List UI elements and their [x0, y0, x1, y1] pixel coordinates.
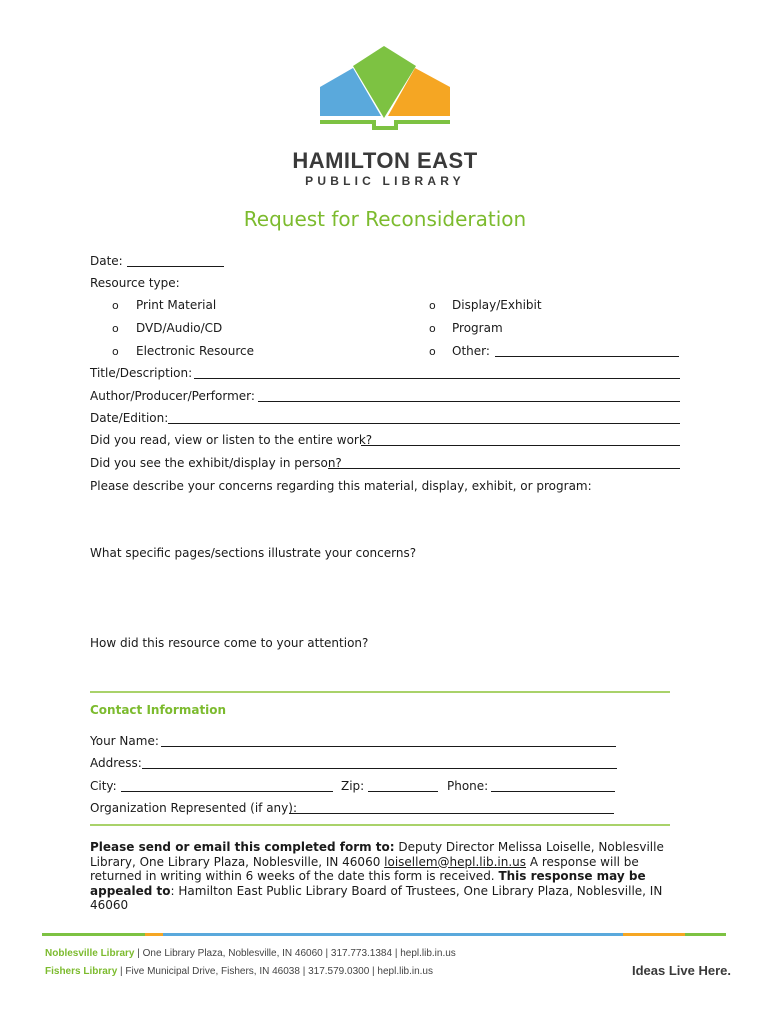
library-logo [318, 44, 452, 136]
organization-field[interactable] [289, 812, 614, 814]
name-field[interactable] [161, 745, 616, 747]
option-program[interactable] [429, 321, 436, 335]
edition-field[interactable] [168, 422, 680, 424]
option-label: Print Material [136, 298, 217, 312]
send-lead: Please send or email this completed form to: [90, 840, 395, 854]
send-text: Deputy Director Melissa Loiselle, Noblesville Library, One Library Plaza, Noblesville, IN 46060 [90, 840, 664, 869]
phone-label: Phone: [447, 779, 489, 793]
address-field[interactable] [142, 767, 617, 769]
option-other[interactable] [429, 344, 436, 358]
other-field[interactable] [495, 355, 679, 357]
option-label: Program [452, 321, 503, 335]
checkbox-bullet: o [429, 345, 436, 358]
entire-work-field[interactable] [361, 444, 680, 446]
option-label: Other: [452, 344, 490, 358]
footer-details: | One Library Plaza, Noblesville, IN 46060 | 317.773.1384 | hepl.lib.in.us [134, 948, 456, 959]
city-field[interactable] [121, 790, 333, 792]
attention-question: How did this resource come to your attention? [90, 636, 369, 650]
date-field[interactable] [127, 265, 224, 267]
author-label: Author/Producer/Performer: [90, 389, 255, 403]
tagline: Ideas Live Here. [632, 963, 731, 978]
title-field[interactable] [194, 377, 680, 379]
author-field[interactable] [258, 400, 680, 402]
library-subname: PUBLIC LIBRARY [305, 174, 465, 188]
city-label: City: [90, 779, 117, 793]
edition-label: Date/Edition: [90, 411, 169, 425]
organization-label: Organization Represented (if any): [90, 801, 297, 815]
title-label: Title/Description: [90, 366, 193, 380]
checkbox-bullet: o [429, 299, 436, 312]
appeal-lead: This response may be appealed to [90, 869, 646, 898]
option-display[interactable] [429, 298, 436, 312]
footer-branch-name: Fishers Library [45, 966, 118, 977]
send-text: : Hamilton East Public Library Board of Trustees, One Library Plaza, Noblesville, IN 46060 [90, 883, 663, 912]
section-divider [90, 691, 670, 693]
resource-type-label: Resource type: [90, 276, 180, 290]
logo-book-base [320, 122, 450, 128]
library-name: HAMILTON EAST [292, 148, 478, 173]
phone-field[interactable] [491, 790, 615, 792]
footer-color-bar [42, 933, 726, 936]
concerns-question: Please describe your concerns regarding this material, display, exhibit, or program: [90, 479, 592, 493]
option-print-material[interactable] [112, 298, 119, 312]
checkbox-bullet: o [429, 322, 436, 335]
option-label: Electronic Resource [136, 344, 254, 358]
footer-details: | Five Municipal Drive, Fishers, IN 46038 | 317.579.0300 | hepl.lib.in.us [117, 966, 433, 977]
checkbox-bullet: o [112, 322, 119, 335]
submission-instructions [90, 840, 690, 913]
section-divider [90, 824, 670, 826]
checkbox-bullet: o [112, 345, 119, 358]
send-text: A response will be returned in writing within 6 weeks of the date this form is received. [90, 854, 639, 883]
date-label: Date: [90, 254, 123, 268]
option-label: Display/Exhibit [452, 298, 542, 312]
zip-field[interactable] [368, 790, 438, 792]
email-link[interactable]: loisellem@hepl.lib.in.us [384, 854, 527, 869]
option-electronic[interactable] [112, 344, 119, 358]
footer-branch-name: Noblesville Library [45, 948, 135, 959]
entire-work-question: Did you read, view or listen to the entire work? [90, 433, 373, 447]
form-title: Request for Reconsideration [243, 207, 527, 231]
address-label: Address: [90, 756, 142, 770]
option-label: DVD/Audio/CD [136, 321, 223, 335]
exhibit-field[interactable] [328, 467, 680, 469]
footer-noblesville [45, 948, 456, 959]
zip-label: Zip: [341, 779, 365, 793]
footer-fishers [45, 966, 433, 977]
sections-question: What specific pages/sections illustrate your concerns? [90, 546, 417, 560]
option-dvd[interactable] [112, 321, 119, 335]
exhibit-question: Did you see the exhibit/display in person? [90, 456, 342, 470]
checkbox-bullet: o [112, 299, 119, 312]
contact-heading: Contact Information [90, 703, 227, 717]
name-label: Your Name: [90, 734, 159, 748]
